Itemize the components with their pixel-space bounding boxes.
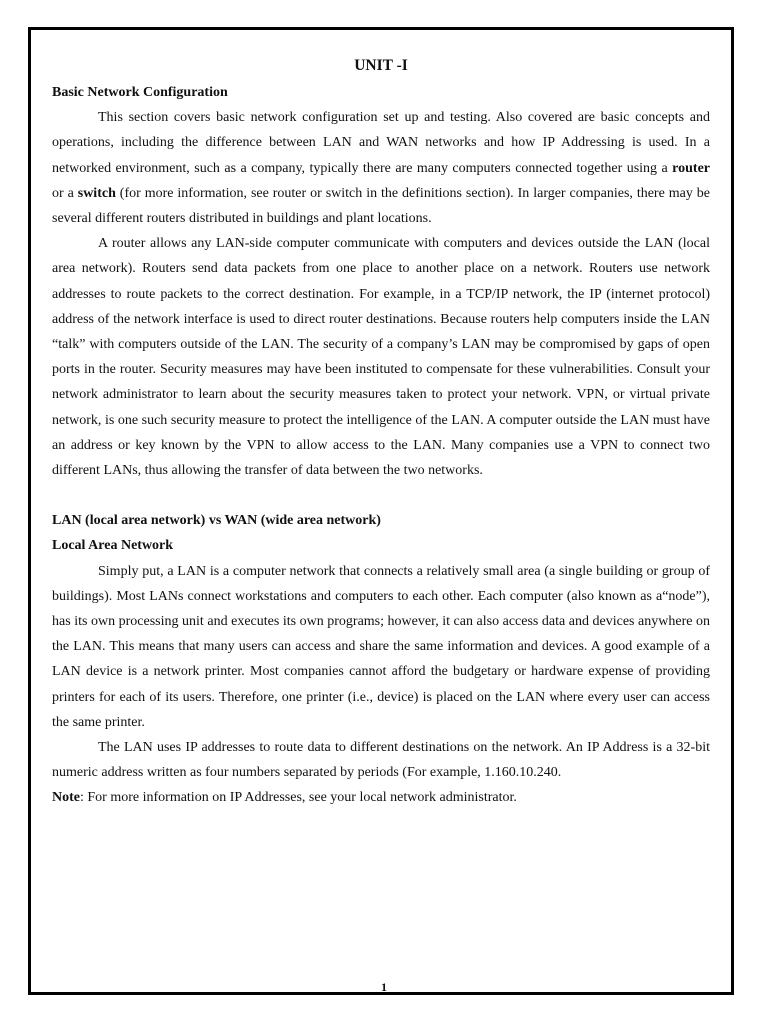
document-body [52,55,710,811]
section-heading-basic-network-configuration: Basic Network Configuration [52,85,228,100]
paragraph-ip-addresses: The LAN uses IP addresses to route data to different destinations on the network. An IP Address is a 32-bit numeric address written as four numbers separated by periods (For example, 1.160.10.240. [52,740,710,781]
paragraph-router: A router allows any LAN-side computer communicate with computers and devices outside the LAN (local area network). Routers send data packets from one place to another place on a network. Routers use network addresses to route packets to the correct destination. For example, in a TCP/IP network, the IP (internet protocol) address of the network interface is used to direct router destinations. Because routers help computers inside the LAN “talk” with computers outside of the LAN. The security of a company’s LAN may be compromised by gaps of open ports in the router. Security measures may have been instituted to compensate for these vulnerabilities. Consult your network administrator to learn about the security measures taken to protect your network. VPN, or virtual private network, is one such security measure to protect the intelligence of the LAN. A computer outside the LAN must have an address or key known by the VPN to allow access to the LAN. Many companies use a VPN to connect two different LANs, thus allowing the transfer of data between the two networks. [52,236,710,479]
router-term: router [672,160,710,176]
paragraph-intro-text-a: This section covers basic network configuration set up and testing. Also covered are basic concepts and operations, including the difference between LAN and WAN networks and how IP Addressing is used. In a networked environment, such as a company, typically there are many computers connected together using a [52,110,710,176]
subheading-local-area-network: Local Area Network [52,538,174,554]
page-title: UNIT -I [354,57,408,74]
spacer [52,483,710,508]
section-heading-lan-vs-wan: LAN (local area network) vs WAN (wide area network) [52,513,381,529]
page-number: 1 [381,980,387,994]
switch-term: switch [77,185,116,201]
paragraph-intro-text-c: (for more information, see router or switch in the definitions section). In larger companies, there may be several different routers distributed in buildings and plant locations. [52,185,710,227]
paragraph-lan-definition: Simply put, a LAN is a computer network that connects a relatively small area (a single building or group of buildings). Most LANs connect workstations and computers to each other. Each computer (also known as a“node”), has its own processing unit and executes its own programs; however, it can also access data and devices anywhere on the LAN. This means that many users can access and share the same information and devices. A good example of a LAN device is a network printer. Most companies cannot afford the budgetary or hardware expense of providing printers for each of its users. Therefore, one printer (i.e., device) is placed on the LAN where every user can access the same printer. [52,563,710,730]
paragraph-intro [52,105,710,231]
note-label: Note [52,790,80,806]
note-text: : For more information on IP Addresses, see your local network administrator. [80,790,517,806]
note-line [52,785,710,810]
paragraph-intro-text-b: or a [52,185,78,201]
